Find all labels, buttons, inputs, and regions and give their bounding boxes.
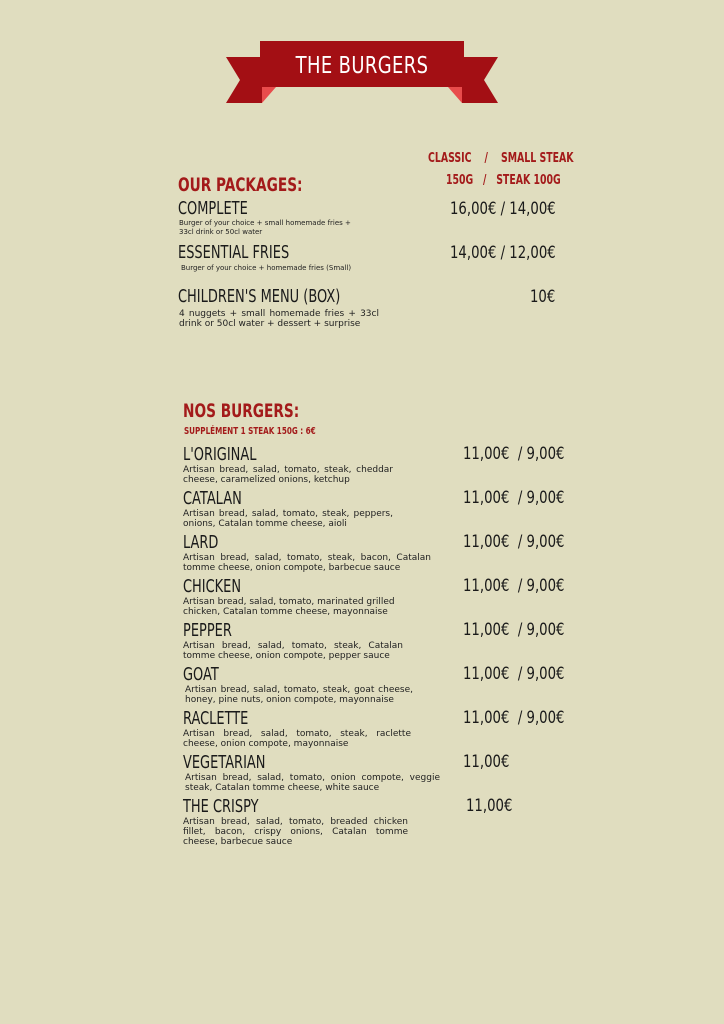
burger-description: Artisan bread, salad, tomato, steak, bacon, Catalan tomme cheese, onion compote, barbecue sauce — [183, 553, 431, 573]
burger-description: Artisan bread, salad, tomato, breaded chicken fillet, bacon, crispy onions, Catalan tomme cheese, barbecue sauce — [183, 817, 408, 847]
package-description: Burger of your choice + small homemade fries + 33cl drink or 50cl water — [179, 219, 351, 236]
burger-description: Artisan bread, salad, tomato, steak, goat cheese, honey, pine nuts, onion compote, mayonnaise — [185, 685, 413, 705]
burger-name: RACLETTE — [183, 708, 249, 729]
burger-price: 11,00€ / 9,00€ — [463, 708, 565, 728]
burger-name: CATALAN — [183, 488, 242, 509]
burger-name: L'ORIGINAL — [183, 444, 257, 465]
package-description: 4 nuggets + small homemade fries + 33cl drink or 50cl water + dessert + surprise — [179, 309, 379, 329]
burgers-section-title: NOS BURGERS: — [183, 400, 300, 422]
burger-price: 11,00€ — [463, 752, 510, 772]
page-title: THE BURGERS — [295, 53, 429, 79]
package-name: CHILDREN'S MENU (BOX) — [178, 286, 341, 307]
burger-price: 11,00€ / 9,00€ — [463, 532, 565, 552]
packages-column-header-line1: CLASSIC / SMALL STEAK — [428, 151, 574, 166]
steak-supplement-note: SUPPLÉMENT 1 STEAK 150G : 6€ — [184, 426, 316, 437]
burger-name: LARD — [183, 532, 219, 553]
burger-price: 11,00€ / 9,00€ — [463, 444, 565, 464]
burger-description: Artisan bread, salad, tomato, marinated grilled chicken, Catalan tomme cheese, mayonnaise — [183, 597, 395, 617]
title-banner — [226, 41, 498, 105]
burger-price: 11,00€ / 9,00€ — [463, 664, 565, 684]
burger-description: Artisan bread, salad, tomato, steak, Catalan tomme cheese, onion compote, pepper sauce — [183, 641, 403, 661]
package-price: 14,00€ / 12,00€ — [450, 243, 556, 263]
burger-description: Artisan bread, salad, tomato, steak, cheddar cheese, caramelized onions, ketchup — [183, 465, 393, 485]
package-description: Burger of your choice + homemade fries (Small) — [181, 264, 352, 272]
burger-description: Artisan bread, salad, tomato, onion compote, veggie steak, Catalan tomme cheese, white sauce — [185, 773, 440, 793]
burger-name: VEGETARIAN — [183, 752, 266, 773]
burger-name: GOAT — [183, 664, 219, 685]
burger-price: 11,00€ / 9,00€ — [463, 488, 565, 508]
burger-description: Artisan bread, salad, tomato, steak, peppers, onions, Catalan tomme cheese, aioli — [183, 509, 393, 529]
burger-price: 11,00€ / 9,00€ — [463, 576, 565, 596]
packages-column-header-line2: 150G / STEAK 100G — [446, 173, 561, 188]
package-name: COMPLETE — [178, 198, 248, 219]
package-price: 16,00€ / 14,00€ — [450, 199, 556, 219]
burger-price: 11,00€ — [466, 796, 513, 816]
burger-name: CHICKEN — [183, 576, 242, 597]
burger-price: 11,00€ / 9,00€ — [463, 620, 565, 640]
burger-name: PEPPER — [183, 620, 232, 641]
package-price: 10€ — [530, 287, 556, 307]
burger-name: THE CRISPY — [183, 796, 259, 817]
burger-description: Artisan bread, salad, tomato, steak, raclette cheese, onion compote, mayonnaise — [183, 729, 411, 749]
package-name: ESSENTIAL FRIES — [178, 242, 290, 263]
packages-section-title: OUR PACKAGES: — [178, 174, 303, 196]
